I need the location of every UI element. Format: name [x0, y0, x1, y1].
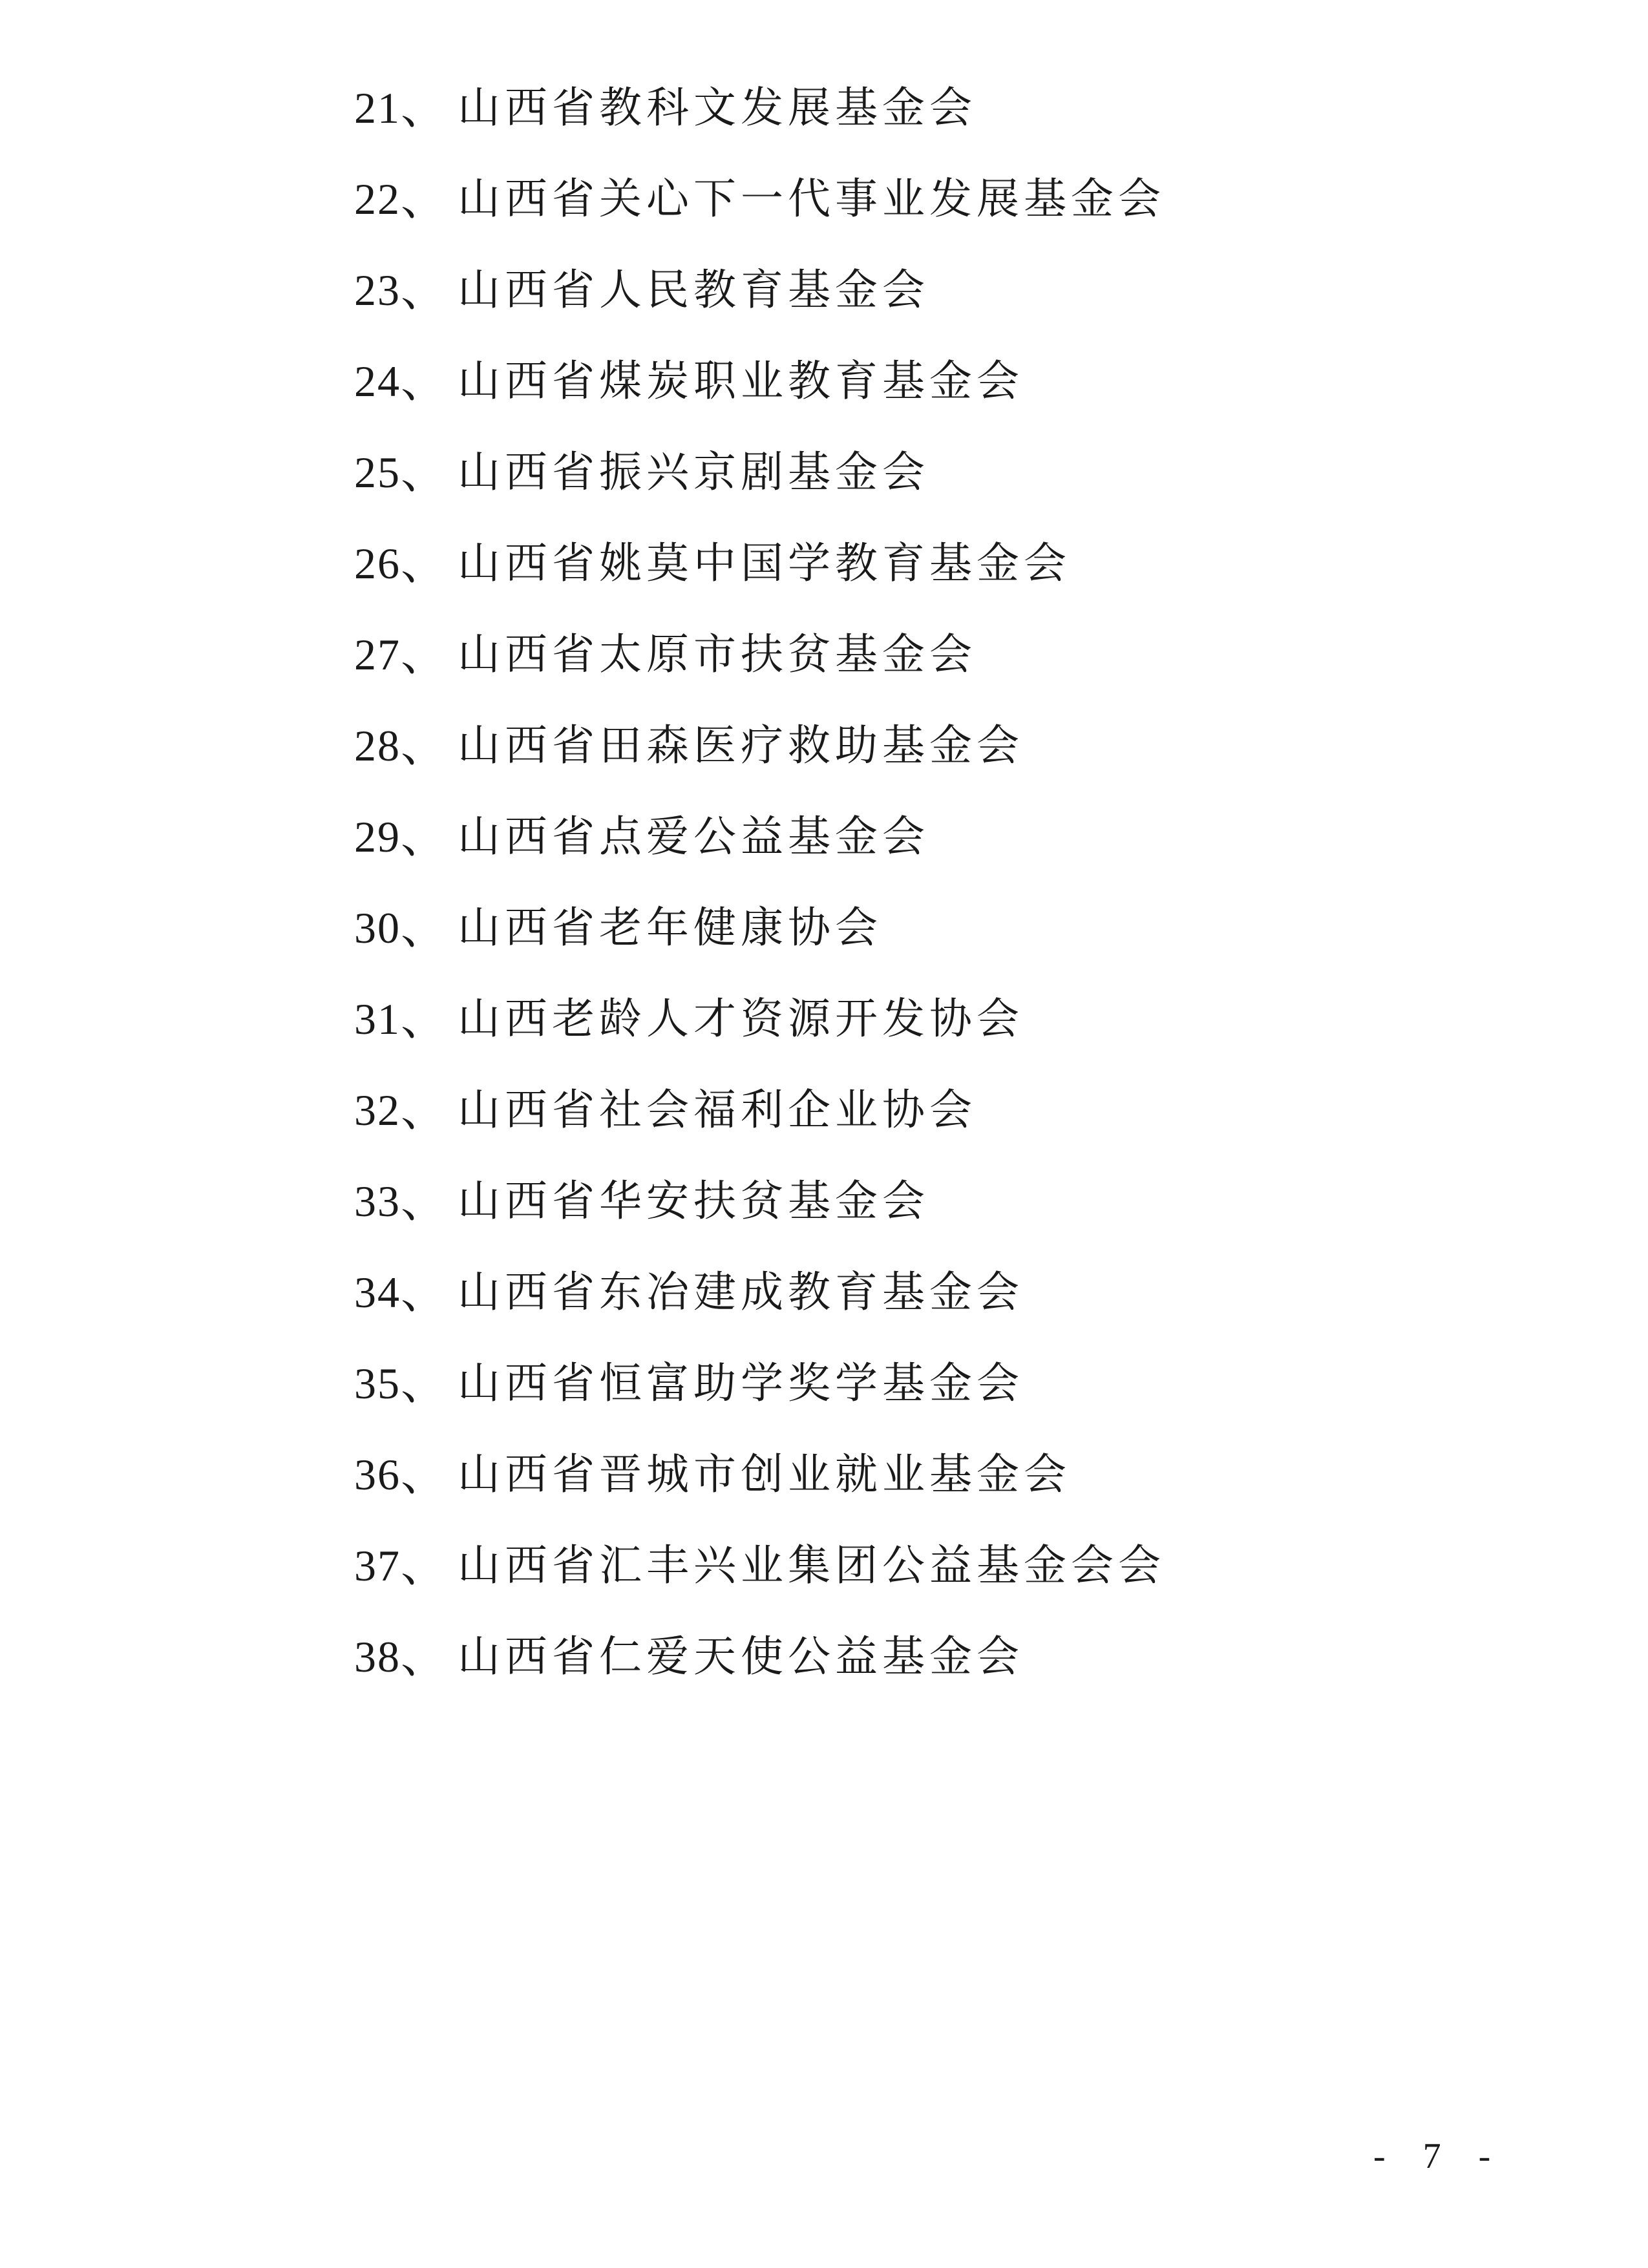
organization-list — [354, 62, 1165, 1702]
list-item — [354, 1246, 1165, 1338]
item-text: 山西省仁爱天使公益基金会 — [458, 1631, 1024, 1681]
list-item — [354, 335, 1165, 426]
item-separator: 、 — [401, 354, 446, 408]
item-number: 28 — [354, 720, 401, 770]
item-number: 33 — [354, 1176, 401, 1226]
item-text: 山西省人民教育基金会 — [458, 264, 929, 315]
item-text: 山西省姚莫中国学教育基金会 — [458, 538, 1071, 588]
item-text: 山西省晋城市创业就业基金会 — [458, 1449, 1071, 1499]
item-number: 36 — [354, 1449, 401, 1499]
item-text: 山西省太原市扶贫基金会 — [458, 629, 977, 679]
list-item — [354, 882, 1165, 973]
item-text: 山西省教科文发展基金会 — [458, 82, 977, 132]
item-separator: 、 — [401, 263, 446, 317]
item-text: 山西省华安扶贫基金会 — [458, 1175, 929, 1226]
list-item — [354, 609, 1165, 700]
item-number: 27 — [354, 629, 401, 679]
list-item — [354, 62, 1165, 153]
item-number: 38 — [354, 1632, 401, 1681]
item-separator: 、 — [401, 901, 446, 954]
list-item — [354, 1611, 1165, 1702]
item-text: 山西省老年健康协会 — [458, 902, 882, 952]
item-separator: 、 — [401, 445, 446, 499]
item-text: 山西省关心下一代事业发展基金会 — [458, 173, 1165, 224]
item-number: 23 — [354, 265, 401, 315]
item-text: 山西省东冶建成教育基金会 — [458, 1266, 1024, 1317]
item-number: 35 — [354, 1358, 401, 1408]
item-number: 37 — [354, 1540, 401, 1590]
item-number: 29 — [354, 812, 401, 861]
page-number: - 7 - — [1373, 2136, 1505, 2176]
item-separator: 、 — [401, 719, 446, 772]
list-item — [354, 153, 1165, 244]
item-number: 32 — [354, 1085, 401, 1135]
list-item — [354, 1064, 1165, 1155]
item-number: 21 — [354, 83, 401, 132]
item-number: 31 — [354, 994, 401, 1044]
list-item — [354, 1520, 1165, 1611]
item-separator: 、 — [401, 1083, 446, 1137]
list-item — [354, 973, 1165, 1064]
item-text: 山西省汇丰兴业集团公益基金会会 — [458, 1540, 1165, 1590]
item-separator: 、 — [401, 627, 446, 681]
item-text: 山西省社会福利企业协会 — [458, 1084, 977, 1135]
list-item — [354, 700, 1165, 791]
item-text: 山西省振兴京剧基金会 — [458, 446, 929, 497]
item-separator: 、 — [401, 1630, 446, 1683]
item-separator: 、 — [401, 1538, 446, 1592]
item-text: 山西省点爱公益基金会 — [458, 811, 929, 861]
item-text: 山西省田森医疗救助基金会 — [458, 720, 1024, 770]
item-number: 24 — [354, 356, 401, 406]
item-separator: 、 — [401, 1265, 446, 1319]
list-item — [354, 244, 1165, 335]
list-item — [354, 518, 1165, 609]
item-text: 山西老龄人才资源开发协会 — [458, 993, 1024, 1044]
item-number: 30 — [354, 903, 401, 952]
item-separator: 、 — [401, 81, 446, 134]
item-number: 34 — [354, 1267, 401, 1317]
item-separator: 、 — [401, 992, 446, 1045]
item-number: 26 — [354, 538, 401, 588]
item-separator: 、 — [401, 1174, 446, 1228]
item-separator: 、 — [401, 1447, 446, 1501]
list-item — [354, 1155, 1165, 1246]
item-separator: 、 — [401, 172, 446, 226]
item-text: 山西省煤炭职业教育基金会 — [458, 355, 1024, 406]
item-separator: 、 — [401, 810, 446, 863]
list-item — [354, 426, 1165, 518]
item-text: 山西省恒富助学奖学基金会 — [458, 1358, 1024, 1408]
list-item — [354, 1338, 1165, 1429]
item-separator: 、 — [401, 536, 446, 590]
list-item — [354, 1429, 1165, 1520]
list-item — [354, 791, 1165, 882]
item-separator: 、 — [401, 1356, 446, 1410]
item-number: 25 — [354, 447, 401, 497]
item-number: 22 — [354, 174, 401, 224]
